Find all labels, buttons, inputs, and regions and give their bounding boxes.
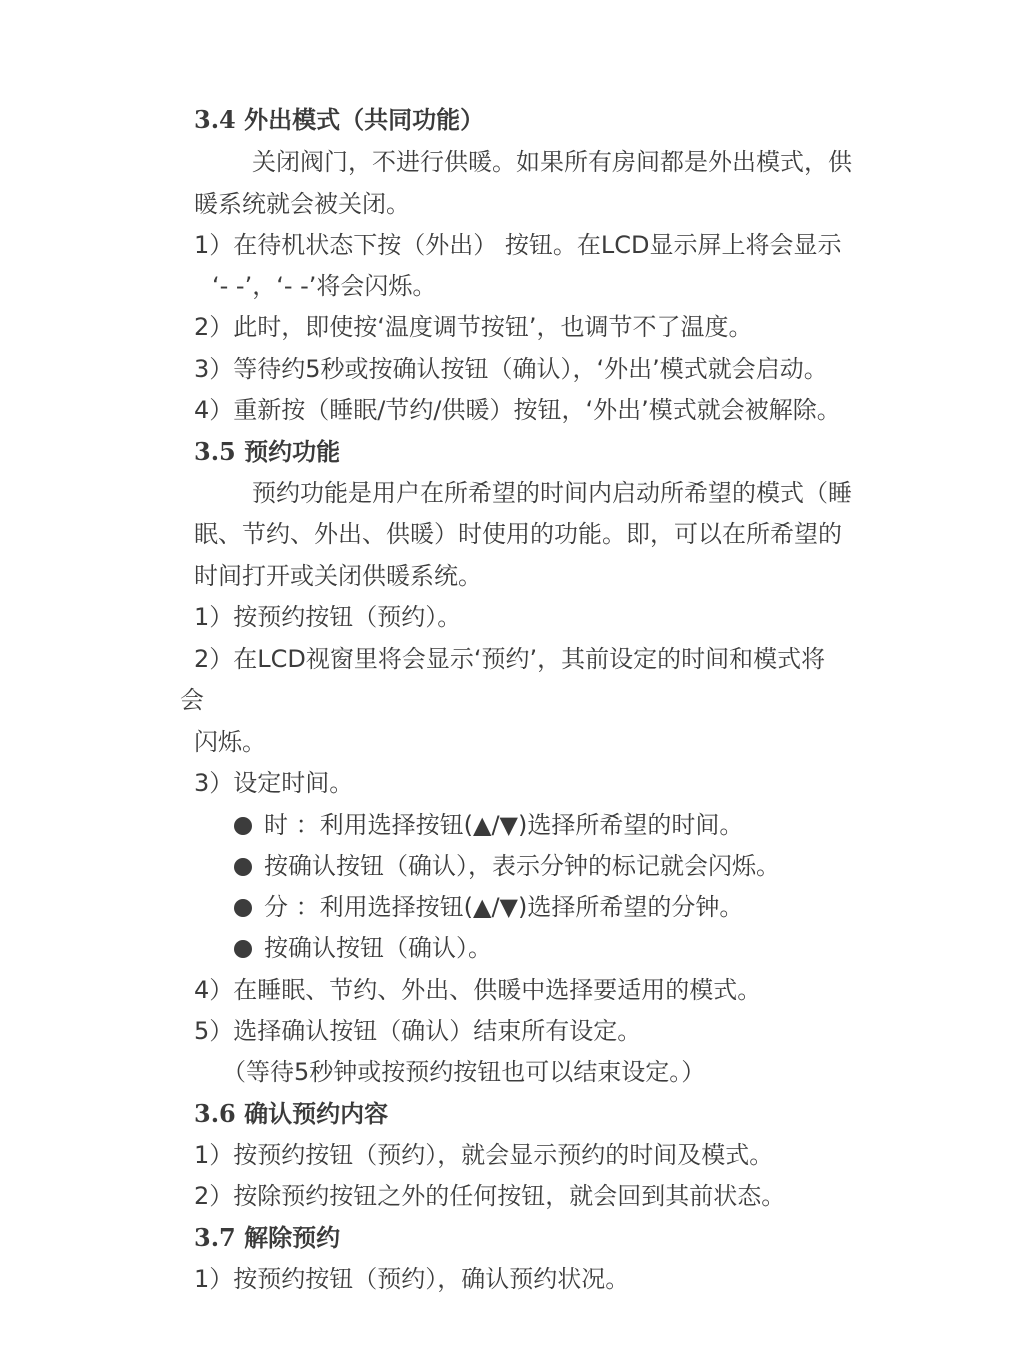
bullet-text: 按确认按钮（确认）。 bbox=[264, 934, 492, 962]
list-item-continuation: ‘- -’，‘- -’将会闪烁。 bbox=[212, 272, 437, 300]
paragraph-line: 暖系统就会被关闭。 bbox=[194, 190, 410, 218]
list-item: 2）此时，即使按‘温度调节按钮’，也调节不了温度。 bbox=[194, 313, 753, 341]
bullet-text: 时 ：利用选择按钮(▲/▼)选择所希望的时间。 bbox=[264, 811, 744, 839]
note-text: （等待5秒钟或按预约按钮也可以结束设定。） bbox=[222, 1058, 706, 1086]
list-item-continuation: 会 bbox=[180, 686, 204, 714]
list-item: 1）按预约按钮（预约），确认预约状况。 bbox=[194, 1265, 630, 1293]
list-item: 2）在LCD视窗里将会显示‘预约’，其前设定的时间和模式将 bbox=[194, 645, 826, 673]
bullet-dot-icon bbox=[234, 899, 252, 917]
list-item: 1）按预约按钮（预约）。 bbox=[194, 603, 462, 631]
list-item: 4）在睡眠、节约、外出、供暖中选择要适用的模式。 bbox=[194, 976, 762, 1004]
bullet-item bbox=[234, 891, 743, 923]
list-item: 1）在待机状态下按（外出） 按钮。在LCD显示屏上将会显示 bbox=[194, 231, 842, 259]
paragraph-line: 眠、节约、外出、供暖）时使用的功能。即，可以在所希望的 bbox=[194, 520, 842, 548]
bullet-text: 分 ：利用选择按钮(▲/▼)选择所希望的分钟。 bbox=[264, 893, 744, 921]
bullet-item bbox=[234, 932, 492, 964]
bullet-dot-icon bbox=[234, 858, 252, 876]
bullet-text: 按确认按钮（确认），表示分钟的标记就会闪烁。 bbox=[264, 852, 780, 880]
paragraph-line: 关闭阀门，不进行供暖。如果所有房间都是外出模式，供 bbox=[252, 148, 852, 176]
paragraph-line: 预约功能是用户在所希望的时间内启动所希望的模式（睡 bbox=[252, 479, 852, 507]
list-item: 3）设定时间。 bbox=[194, 769, 354, 797]
section-heading-3-6: 3.6 确认预约内容 bbox=[194, 1099, 389, 1128]
list-item-continuation: 闪烁。 bbox=[194, 728, 266, 756]
bullet-dot-icon bbox=[234, 817, 252, 835]
bullet-item bbox=[234, 850, 780, 882]
bullet-dot-icon bbox=[234, 940, 252, 958]
bullet-item bbox=[234, 809, 743, 841]
paragraph-line: 时间打开或关闭供暖系统。 bbox=[194, 562, 482, 590]
list-item: 2）按除预约按钮之外的任何按钮，就会回到其前状态。 bbox=[194, 1182, 786, 1210]
section-heading-3-5: 3.5 预约功能 bbox=[194, 437, 341, 466]
list-item: 4）重新按（睡眠/节约/供暖）按钮，‘外出’模式就会被解除。 bbox=[194, 396, 841, 424]
section-heading-3-4: 3.4 外出模式（共同功能） bbox=[194, 105, 485, 134]
list-item: 5）选择确认按钮（确认）结束所有设定。 bbox=[194, 1017, 642, 1045]
list-item: 1）按预约按钮（预约），就会显示预约的时间及模式。 bbox=[194, 1141, 774, 1169]
list-item: 3）等待约5秒或按确认按钮（确认），‘外出’模式就会启动。 bbox=[194, 355, 828, 383]
section-heading-3-7: 3.7 解除预约 bbox=[194, 1223, 341, 1252]
